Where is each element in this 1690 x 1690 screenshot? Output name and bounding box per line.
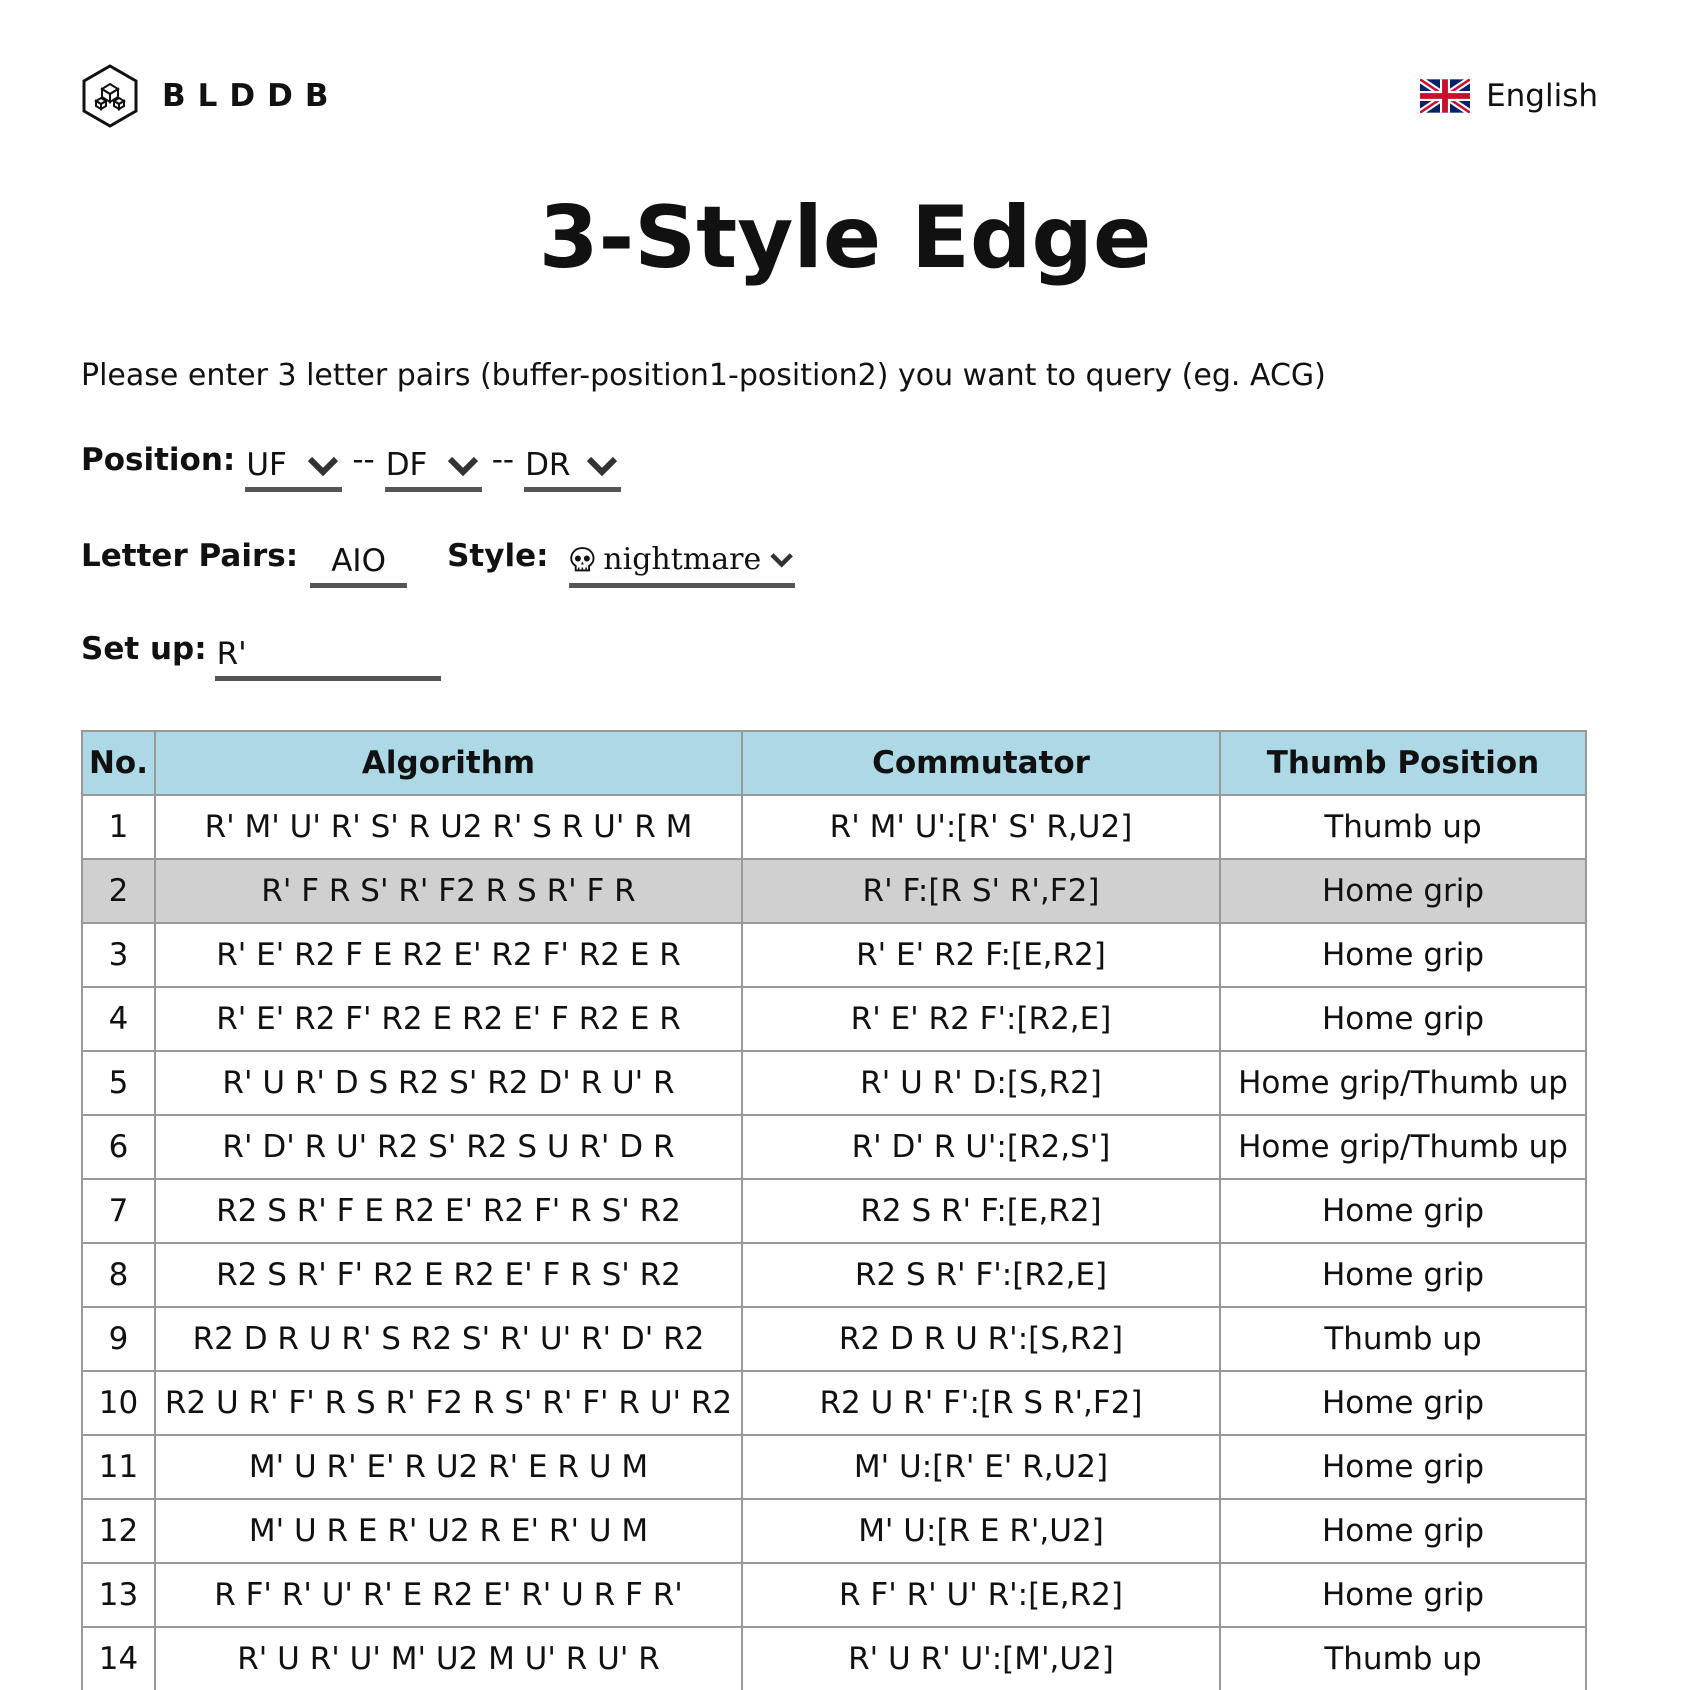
row-number: 3 [82,923,155,987]
setup-row [81,631,441,681]
table-row[interactable] [82,1115,1586,1179]
row-number: 7 [82,1179,155,1243]
style-value: nightmare [603,542,762,577]
row-number: 4 [82,987,155,1051]
table-row[interactable] [82,1435,1586,1499]
column-header-algorithm: Algorithm [155,731,742,795]
row-algorithm: R' U R' D S R2 S' R2 D' R U' R [155,1051,742,1115]
row-commutator: R' E' R2 F':[R2,E] [742,987,1220,1051]
table-row[interactable] [82,987,1586,1051]
table-row[interactable] [82,923,1586,987]
row-commutator: R2 S R' F:[E,R2] [742,1179,1220,1243]
language-label: English [1486,78,1598,114]
row-thumb-position: Home grip/Thumb up [1220,1115,1586,1179]
row-thumb-position: Home grip [1220,1179,1586,1243]
row-thumb-position: Home grip [1220,1499,1586,1563]
table-header-row [82,731,1586,795]
position3-value: DR [525,446,571,483]
table-row[interactable] [82,1179,1586,1243]
table-row[interactable] [82,1627,1586,1690]
letter-pairs-label: Letter Pairs: [81,538,299,574]
chevron-down-icon [306,455,340,477]
table-row[interactable] [82,795,1586,859]
row-number: 13 [82,1563,155,1627]
row-algorithm: R2 D R U R' S R2 S' R' U' R' D' R2 [155,1307,742,1371]
column-header-no: No. [82,731,155,795]
row-number: 1 [82,795,155,859]
row-thumb-position: Home grip [1220,1563,1586,1627]
table-row[interactable] [82,1499,1586,1563]
row-algorithm: R' F R S' R' F2 R S R' F R [155,859,742,923]
style-colon: : [536,538,549,574]
row-algorithm: M' U R' E' R U2 R' E R U M [155,1435,742,1499]
table-row-highlighted[interactable] [82,859,1586,923]
row-algorithm: M' U R E R' U2 R E' R' U M [155,1499,742,1563]
page-title: 3-Style Edge [538,188,1152,288]
row-commutator: R F' R' U' R':[E,R2] [742,1563,1220,1627]
row-commutator: R' F:[R S' R',F2] [742,859,1220,923]
row-algorithm: R2 S R' F' R2 E R2 E' F R S' R2 [155,1243,742,1307]
row-algorithm: R' M' U' R' S' R U2 R' S R U' R M [155,795,742,859]
position-separator: -- [352,442,375,478]
language-selector[interactable] [1420,78,1598,114]
table-row[interactable] [82,1563,1586,1627]
row-number: 5 [82,1051,155,1115]
position-row [81,442,621,492]
row-number: 6 [82,1115,155,1179]
row-thumb-position: Home grip/Thumb up [1220,1051,1586,1115]
chevron-down-icon [446,455,480,477]
chevron-down-icon [769,549,794,571]
row-number: 10 [82,1371,155,1435]
position-label: Position: [81,442,236,478]
row-thumb-position: Thumb up [1220,795,1586,859]
row-thumb-position: Home grip [1220,987,1586,1051]
column-header-thumb-position: Thumb Position [1220,731,1586,795]
results-table [81,730,1587,1690]
row-thumb-position: Home grip [1220,859,1586,923]
brand-name: BLDDB [162,78,341,114]
position1-select[interactable] [245,444,342,492]
row-algorithm: R2 S R' F E R2 E' R2 F' R S' R2 [155,1179,742,1243]
table-row[interactable] [82,1307,1586,1371]
table-row[interactable] [82,1243,1586,1307]
header [82,64,1598,128]
row-number: 8 [82,1243,155,1307]
row-commutator: R' D' R U':[R2,S'] [742,1115,1220,1179]
row-thumb-position: Home grip [1220,1243,1586,1307]
setup-input[interactable]: R' [215,633,441,681]
row-commutator: R2 S R' F':[R2,E] [742,1243,1220,1307]
results-table-wrap [81,730,1585,1690]
setup-label: Set up: [81,631,207,667]
row-number: 12 [82,1499,155,1563]
row-algorithm: R2 U R' F' R S R' F2 R S' R' F' R U' R2 [155,1371,742,1435]
table-row[interactable] [82,1371,1586,1435]
style-label: Style [447,538,537,574]
style-select[interactable] [569,536,795,588]
row-number: 9 [82,1307,155,1371]
row-commutator: R' E' R2 F:[E,R2] [742,923,1220,987]
position2-value: DF [385,446,428,483]
brand-home-link[interactable] [82,64,340,128]
row-thumb-position: Thumb up [1220,1307,1586,1371]
cube-logo-icon [82,64,138,128]
row-algorithm: R' D' R U' R2 S' R2 S U R' D R [155,1115,742,1179]
row-thumb-position: Thumb up [1220,1627,1586,1690]
skull-icon [569,541,596,579]
row-number: 2 [82,859,155,923]
letter-pairs-input[interactable]: AIO [310,540,407,588]
position3-select[interactable] [524,444,621,492]
row-algorithm: R' E' R2 F' R2 E R2 E' F R2 E R [155,987,742,1051]
column-header-commutator: Commutator [742,731,1220,795]
row-commutator: R2 D R U R':[S,R2] [742,1307,1220,1371]
row-thumb-position: Home grip [1220,923,1586,987]
row-algorithm: R' U R' U' M' U2 M U' R U' R [155,1627,742,1690]
row-algorithm: R' E' R2 F E R2 E' R2 F' R2 E R [155,923,742,987]
row-commutator: R' U R' U':[M',U2] [742,1627,1220,1690]
row-commutator: R' U R' D:[S,R2] [742,1051,1220,1115]
row-algorithm: R F' R' U' R' E R2 E' R' U R F R' [155,1563,742,1627]
row-number: 11 [82,1435,155,1499]
position2-select[interactable] [385,444,482,492]
row-commutator: M' U:[R E R',U2] [742,1499,1220,1563]
row-thumb-position: Home grip [1220,1371,1586,1435]
row-commutator: R2 U R' F':[R S R',F2] [742,1371,1220,1435]
row-commutator: M' U:[R' E' R,U2] [742,1435,1220,1499]
chevron-down-icon [585,455,619,477]
row-number: 14 [82,1627,155,1690]
table-row[interactable] [82,1051,1586,1115]
letter-pairs-row [81,536,795,588]
position-separator: -- [491,442,515,478]
position1-value: UF [246,446,287,483]
uk-flag-icon [1420,79,1470,113]
row-thumb-position: Home grip [1220,1435,1586,1499]
instruction-text: Please enter 3 letter pairs (buffer-position1-position2) you want to query (eg. ACG) [81,358,1326,393]
row-commutator: R' M' U':[R' S' R,U2] [742,795,1220,859]
